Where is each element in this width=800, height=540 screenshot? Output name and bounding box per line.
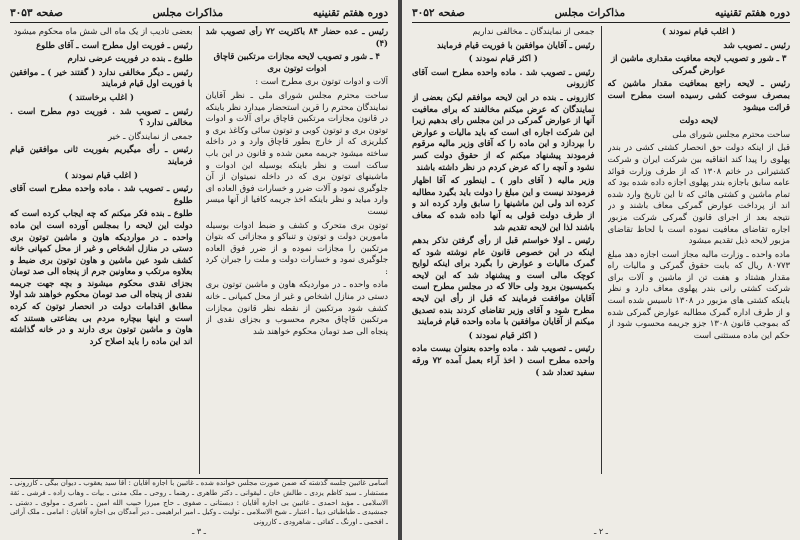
column-divider bbox=[199, 26, 200, 474]
right-page-column-right bbox=[608, 26, 791, 474]
paragraph: رئیس ـ دیگر مخالفی ندارد ( گفتند خیر ) ـ موافقین با فوریت اول قیام فرمایند bbox=[10, 66, 193, 89]
left-page-footnote: اسامی غائبین جلسه گذشته که ضمن صورت مجلس خوانده شده ـ غائبین با اجازه آقایان : آقا سید یعقوب ـ دیوان بیگی ـ کازرونی ـ مستشار ـ سید کاظم یزدی ـ طالش خان ـ لیقوانی ـ دکتر طاهری ـ رهنما ـ روحی ـ ملک مدنی ـ بیات ـ وهاب زاده ـ فرشی ـ ثقة الاسلامی ـ مؤید احمدی ـ غائبین بی اجازه آقایان : دبستانی ـ صفوی ـ حاج میرزا حبیب الله امین ـ ناصری ـ مولوی ـ دشتی ـ جمشیدی ـ طباطبائی دیبا ـ اعتبار ـ شیخ الاسلامی ـ تولیت ـ وکیل ـ امیر ابراهیمی ـ دیر آمدگان بی اجازه آقایان : امامی ـ ملک آرائی ـ افخمی ـ اورنگ ـ کفائی ـ شاهرودی ـ کازرونی bbox=[10, 478, 388, 529]
paragraph: رئیس ـ عده حضار ۸۴ باکثریت ۷۲ رأی تصویب شد (۴) bbox=[205, 26, 388, 48]
paragraph: طلوع ـ بنده فکر میکنم که چه ایجاب کرده است که دولت این لایحه را بمجلس آورده است این ماده واحده ـ در مواردیکه هاون و ماشین توتون بری دستی در منازل اشخاص و غیر از محل کمپانی خانه کشف شود عین ماشین و هاون توتون بری ضبط و بعلاوه مرتکب و معاونین جرم از پنجاه الی صد تومان بجزای نقدی محکوم میشوند و بچه جهت جریمه نقدی از پنجاه الی صد تومان محکوم خواهند شد اولا مطابق اقدامات دولت در انحصار توتون که کرده است و اینها بیچاره مردم بی بضاعتی هستند که هاون و ماشین توتون بری دارند و در خانه گذاشته اند این ماده را باید اصلاح کرد bbox=[10, 208, 193, 346]
left-page-column-left bbox=[10, 26, 193, 474]
paragraph: رئیس ـ تصویب شد . فوریت دوم مطرح است . مخالفی ندارد ؟ bbox=[10, 105, 193, 128]
paragraph: توتون بری متحرک و کشف و ضبط ادوات بوسیله مامورین دولت و توتون و تنباکو و مجازاتی که بتوان مرتکبین را مجازات نموده و از ضرر فوق العاده جلوگیری نمود و خسارات دولت و ملت را جبران کرد : bbox=[205, 219, 388, 276]
book-gutter bbox=[398, 0, 402, 540]
paragraph: ۳ ـ شور و تصویب لایحه معافیت مقداری ماشین از عوارض گمرکی bbox=[611, 53, 787, 75]
right-page-columns bbox=[412, 26, 790, 474]
right-header-session: دوره هفتم تقنینیه bbox=[714, 7, 790, 19]
paragraph: ۴ ـ شور و تصویب لایحه مجازات مرتکبین قاچاق ادوات توتون بری bbox=[213, 51, 380, 73]
paragraph: بعضی تادیب از یک ماه الی شش ماه محکوم میشود bbox=[13, 26, 193, 36]
paragraph: طلوع ـ بنده در فوریت عرضی ندارم bbox=[67, 53, 193, 64]
paragraph: رئیس ـ تصویب شد . ماده واحده بعنوان بیست ماده واحده مطرح است ( اخذ آراء بعمل آمده ۷۲ ورقه سفید تعداد شد ) bbox=[412, 343, 595, 377]
right-page-column-left bbox=[412, 26, 595, 474]
left-page-header bbox=[10, 4, 388, 23]
right-page-header bbox=[412, 4, 790, 23]
paragraph: رئیس ـ تصویب شد . ماده واحده مطرح است آقای طلوع bbox=[10, 183, 193, 205]
paragraph: ( اغلب برخاستند ) bbox=[68, 91, 135, 102]
paragraph: رئیس ـ اولا خواستم قبل از رأی گرفتن تذکر بدهم اینکه در این خصوص قانون عام نوشته شود که گمرک مالیات و عوارض را بگیرد برای اینکه لوایح کوچک مالی است و پیشنهاد شد که این لایحه بکمیسیون برود ولی حالا که در مجلس مطرح است آقایان موافقت فرمایند که قبل از رأی این لایحه مطرح شود و آقای وزیر تقاضای کردند بنده تصدیق میکنم از آقایان موافقین با ماده واحده قیام فرمایند bbox=[412, 235, 595, 327]
column-divider bbox=[601, 26, 602, 474]
left-header-session: دوره هفتم تقنینیه bbox=[312, 7, 388, 19]
left-page bbox=[0, 0, 398, 540]
right-header-page-label: صفحه ۳۰۵۲ bbox=[412, 7, 465, 19]
paragraph: رئیس ـ تصویب شد . ماده واحده مطرح است آقای کازرونی bbox=[412, 66, 595, 89]
paragraph: ساحت محترم مجلس شورای ملی bbox=[672, 128, 790, 139]
paragraph: جمعی از نمایندگان ـ خیر bbox=[107, 130, 193, 141]
paragraph: ماده واحده ـ در مواردیکه هاون و ماشین توتون بری دستی در منازل اشخاص و غیر از محل کمپانی ـ خانه کشف شود مرتکبین از نقطه نظر قانون مجازات مرتکبین قاچاق مجرم محسوب و بجزای نقدی از پنجاه الی صد تومان محکوم خواهند شد bbox=[205, 279, 388, 336]
left-header-page-label: صفحه ۳۰۵۳ bbox=[10, 7, 63, 19]
paragraph: رئیس ـ تصویب شد bbox=[723, 39, 790, 50]
paragraph: رئیس ـ فوریت اول مطرح است ـ آقای طلوع bbox=[36, 39, 193, 50]
right-page-number: ـ ۲ ـ bbox=[593, 527, 609, 536]
right-header-title: مذاکرات مجلس bbox=[554, 7, 626, 19]
left-page-column-right bbox=[206, 26, 389, 474]
right-page bbox=[402, 0, 800, 540]
paragraph: جمعی از نمایندگان ـ مخالفی نداریم bbox=[472, 26, 595, 36]
paragraph: ( اغلب قیام نمودند ) bbox=[661, 26, 736, 36]
paragraph: ساحت محترم مجلس شورای ملی ـ نظر آقایان نمایندگان محترم را قرین استحضار میدارد نظر باینکه در قانون مجازات مرتکبین قاچاق برای آلات و ادوات توتون بری و توتون کوبی و توتون سائی وکاغذ بری و کبلریزی که از خارج بطور قاچاق وارد و در داخله ساخته میشود جریمه معین شده و قانون در این باب ساکت است و نظر باینکه بوسیله این ادوات و ماشینهای توتون بری که در داخله نمیتوان از آن جلوگیری نمود و آلات ضرر و خسارات فوق العاده ای وارد میاید و نظر باینکه اخذ جریمه کافیا از آنها میسر نیست bbox=[205, 89, 388, 216]
paragraph: ( اکثر قیام نمودند ) bbox=[468, 329, 538, 340]
paragraph: رئیس ـ لایحه راجع بمعافیت مقدار ماشین که بمصرف سوخت کشی رسیده است مطرح است قرائت میشود bbox=[607, 78, 790, 112]
left-page-number: ـ ۳ ـ bbox=[191, 527, 207, 536]
paragraph: ماده واحده ـ وزارت مالیه مجاز است اجازه دهد مبلغ ۸۰۷۷۳ ریال که بابت حقوق گمرکی و مالیات راه مقدار هشتاد و هفت تن از ماشین و آلات برای شرکت کشتی رانی بندر پهلوی معاف دارد و نظر باینکه کشتی های مزبور در ۱۳۰۸ تاسیس شده است و از طرف اداره گمرک مطالبه عوارض گمرکی شده که بموجب قانون ۱۳۰۸ جزو جریمه محسوب شود از حکم این ماده مستثنی است bbox=[607, 248, 790, 340]
paragraph: لایحه دولت bbox=[679, 115, 718, 126]
paragraph: ( اغلب قیام نمودند ) bbox=[64, 169, 138, 180]
paragraph: وزیر مالیه ( آقای داور ) ـ اینطور که آقا اظهار فرمودند نیست و این مبلغ را دولت باید بگیرد مطالبه کرده اند ولی این ماشینها را سابق وارد کرده اند و از طرف دولت قولی به آنها داده شده که معاف باشند لذا این لایحه تقدیم شد bbox=[412, 175, 595, 232]
left-page-columns bbox=[10, 26, 388, 474]
paragraph: ( اکثر قیام نمودند ) bbox=[468, 53, 538, 64]
paragraph: قبل از اینکه دولت حق انحصار کشتی کشی در بندر پهلوی را پیدا کند اتفاقیه بین شرکت ایران و شرکت کشتیرانی در خاتم ۱۳۰۸ که از طرف وزارت فوائد عامه سابق باجازه بندر پهلوی اجازه داده شده بود که تمام ماشین و کشتی هائی که تا این تاریخ وارد شده اند از پرداخت عوارض گمرکی معاف باشند و در نتیجه بعد از اجرای قانون گمرکی شرکت مزبور اجاره تقاضای معافیت نموده است با لحاظ تقاضای مزبور لایحه ذیل تقدیم میشود bbox=[607, 142, 790, 246]
left-header-title: مذاکرات مجلس bbox=[152, 7, 224, 19]
paragraph: رئیس ـ رأی میگیریم بفوریت ثانی موافقین قیام فرمایند bbox=[10, 144, 193, 166]
paragraph: رئیس ـ آقایان موافقین با فوریت قیام فرمایند bbox=[436, 39, 595, 50]
paragraph: کازرونی ـ بنده در این لایحه موافقم لیکن بعضی از نمایندگان که عرض میکنم مخالفند که برای معافیت آنها از عوارض گمرکی در این مجلس رای بدهیم زیرا این شرکت اجاره ای است که باید مالیات و عوارض را بپردازد و این ماده را که آقای وزیر مالیه مرقوم فرمودند پیشنهاد میکنم که از حقوق دولت کسر نشود و آنچه را که عرض کردم در نظر داشته باشند bbox=[412, 91, 595, 172]
paragraph: آلات و ادوات توتون بری مطرح است : bbox=[255, 76, 388, 87]
